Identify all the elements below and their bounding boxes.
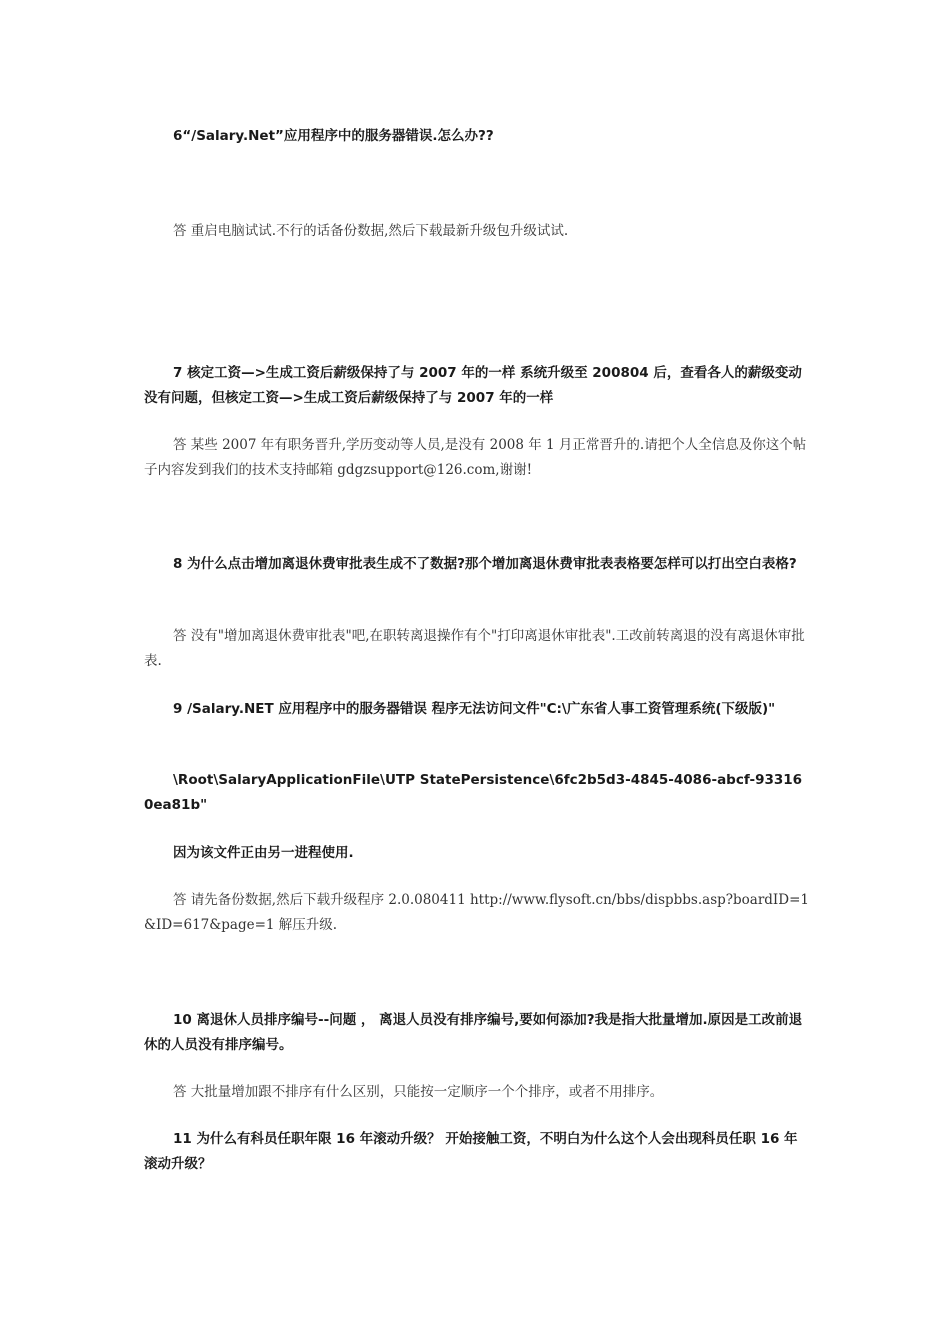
question-6: 6“/Salary.Net”应用程序中的服务器错误.怎么办?? <box>173 128 494 144</box>
answer-6: 答 重启电脑试试.不行的话备份数据,然后下载最新升级包升级试试. <box>173 223 569 239</box>
answer-10: 答 大批量增加跟不排序有什么区别，只能按一定顺序一个个排序，或者不用排序。 <box>173 1084 664 1100</box>
question-7: 7 核定工资—>生成工资后薪级保持了与 2007 年的一样 系统升级至 200804 后，查看各人的薪级变动没有问题，但核定工资—>生成工资后薪级保持了与 2007 年的一样 <box>144 365 802 406</box>
answer-8: 答 没有"增加离退休费审批表"吧,在职转离退操作有个"打印离退休审批表".工改前转离退的没有离退休审批表. <box>144 628 805 669</box>
question-9: 9 /Salary.NET 应用程序中的服务器错误 程序无法访问文件"C:\广东省人事工资管理系统(下级版)" <box>173 701 776 717</box>
question-8: 8 为什么点击增加离退休费审批表生成不了数据?那个增加离退休费审批表表格要怎样可以打出空白表格? <box>173 556 797 572</box>
question-9-reason: 因为该文件正由另一进程使用. <box>173 845 354 861</box>
answer-9: 答 请先备份数据,然后下载升级程序 2.0.080411 http://www.flysoft.cn/bbs/dispbbs.asp?boardID=1&ID=617&page=1 解压升级. <box>144 892 809 933</box>
question-10: 10 离退休人员排序编号--问题 ， 离退人员没有排序编号,要如何添加?我是指大批量增加.原因是工改前退休的人员没有排序编号。 <box>144 1012 803 1053</box>
question-11: 11 为什么有科员任职年限 16 年滚动升级？ 开始接触工资，不明白为什么这个人会出现科员任职 16 年滚动升级？ <box>144 1131 798 1172</box>
answer-7: 答 某些 2007 年有职务晋升,学历变动等人员,是没有 2008 年 1 月正常晋升的.请把个人全信息及你这个帖子内容发到我们的技术支持邮箱 gdgzsupport@126.com,谢谢! <box>144 437 807 478</box>
question-9-path: \Root\SalaryApplicationFile\UTP StatePersistence\6fc2b5d3-4845-4086-abcf-933160ea81b" <box>144 772 803 813</box>
